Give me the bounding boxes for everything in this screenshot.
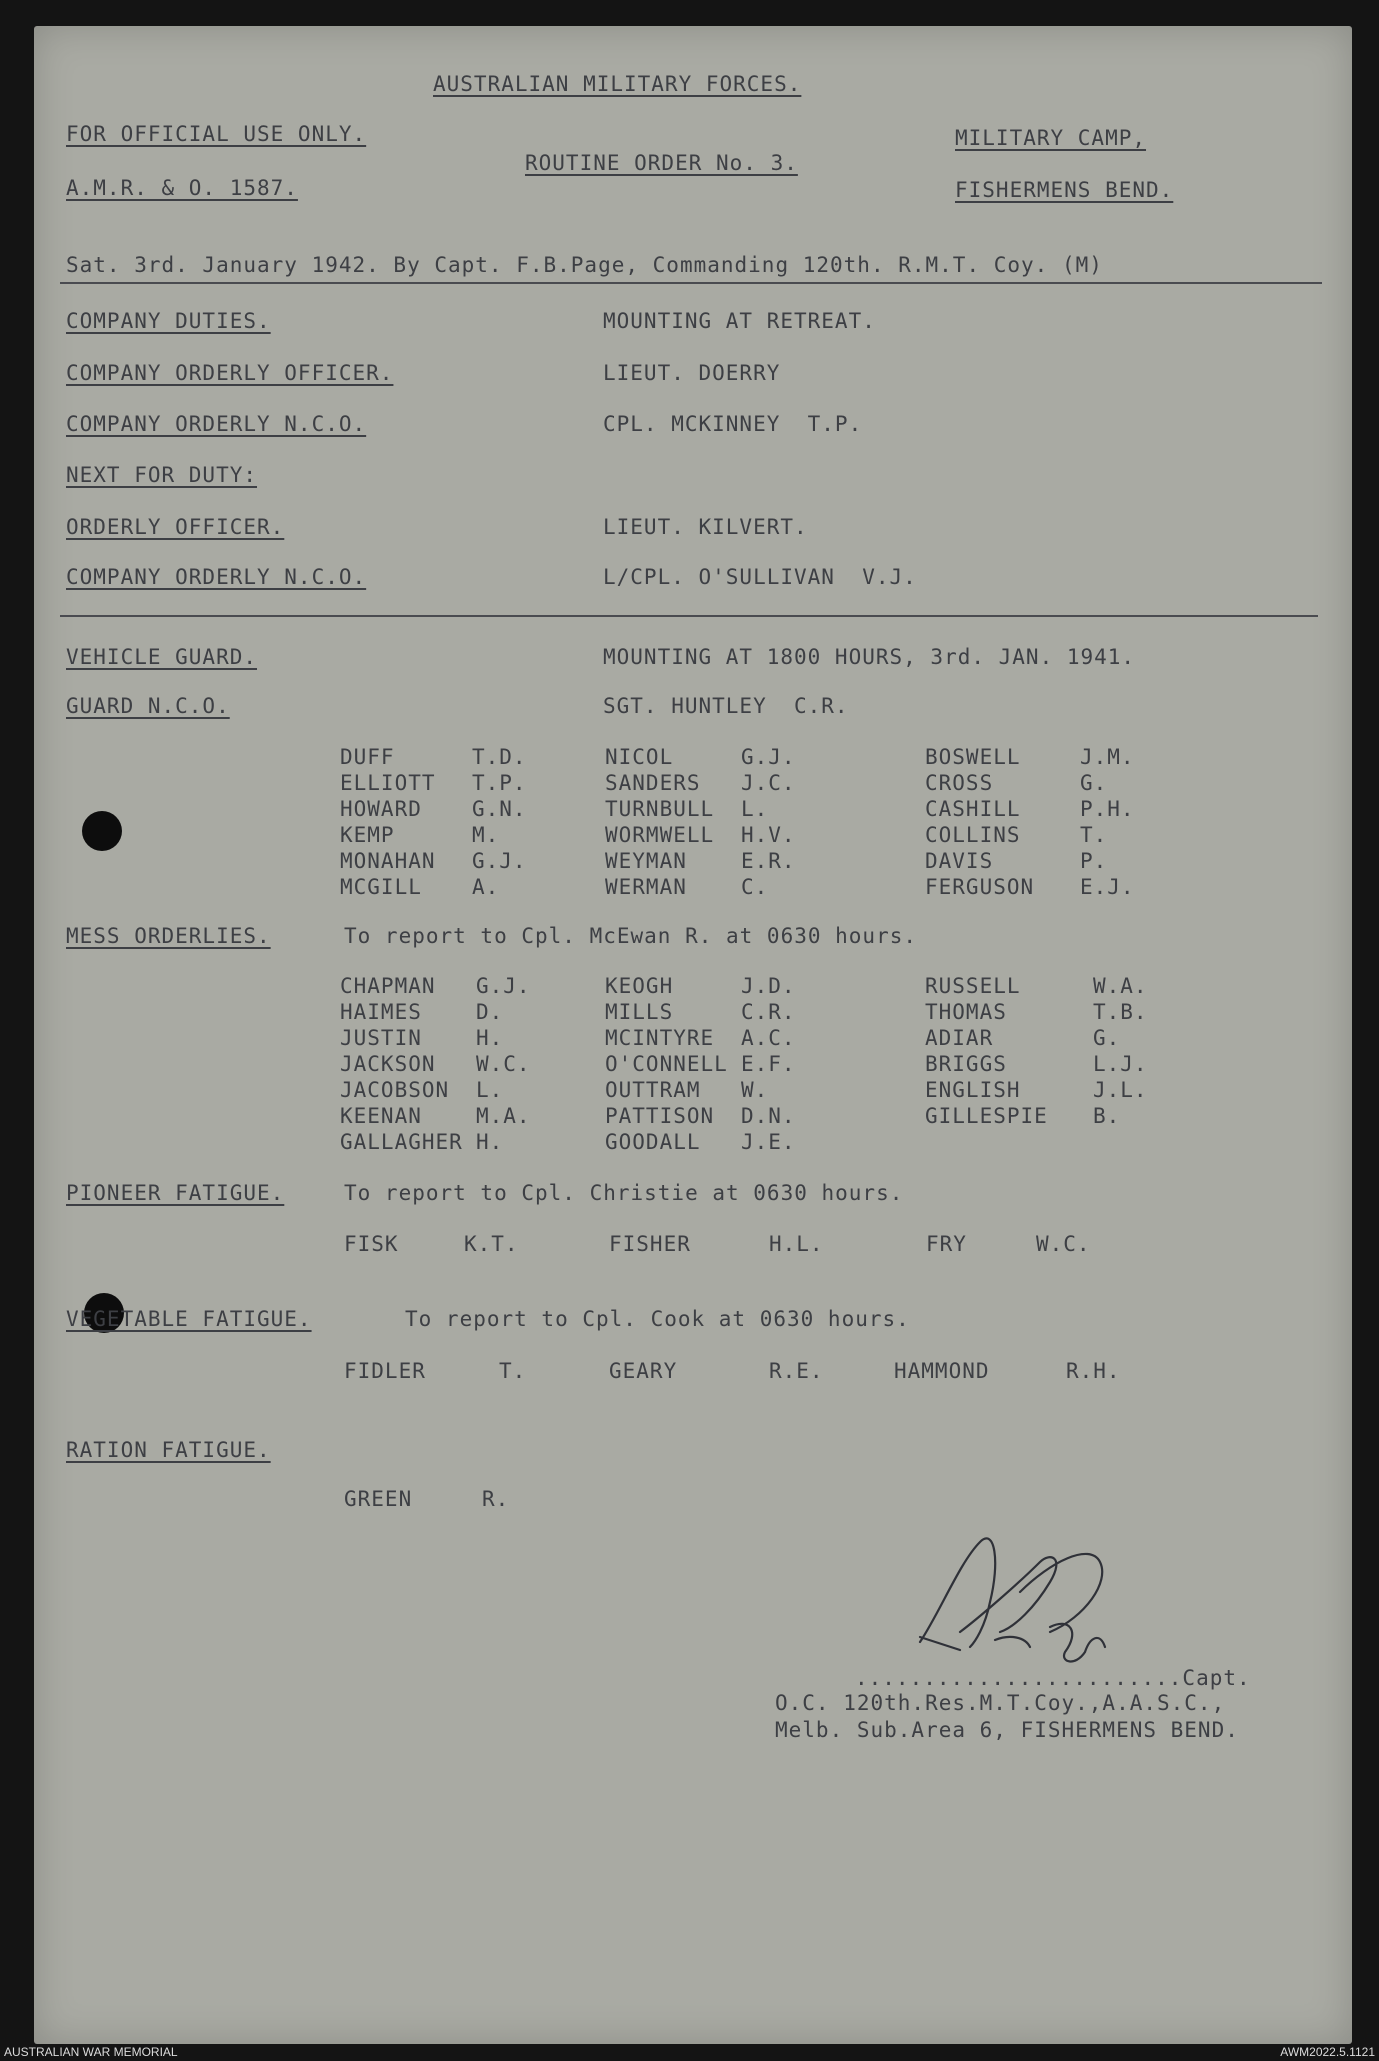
name-row: GOODALL J.E. [605, 1130, 796, 1154]
routine-order-number: ROUTINE ORDER No. 3. [525, 151, 798, 175]
section-label: GUARD N.C.O. [66, 694, 230, 718]
name-row: BOSWELL J.M. [925, 745, 1135, 769]
amr-reference: A.M.R. & O. 1587. [66, 176, 298, 200]
duty-label: NEXT FOR DUTY: [66, 463, 258, 487]
official-use-label: FOR OFFICIAL USE ONLY. [66, 122, 367, 146]
section-instruction: To report to Cpl. McEwan R. at 0630 hours. [344, 924, 918, 948]
duty-value: LIEUT. DOERRY [603, 361, 781, 385]
name-row: THOMAS T.B. [925, 1000, 1148, 1024]
name-row: DAVIS P. [925, 849, 1108, 873]
duty-value: L/CPL. O'SULLIVAN V.J. [603, 565, 917, 589]
mess-column-3 [925, 973, 1148, 1129]
handwritten-signature [900, 1522, 1180, 1682]
name-row: ENGLISH J.L. [925, 1078, 1148, 1102]
name-row: FIDLER T. GEARY R.E. HAMMOND R.H. [344, 1359, 1121, 1383]
divider [60, 615, 1318, 617]
duty-label: COMPANY ORDERLY OFFICER. [66, 361, 394, 385]
guard-column-1 [340, 744, 527, 900]
duty-label: COMPANY ORDERLY N.C.O. [66, 565, 367, 589]
name-row: FERGUSON E.J. [925, 875, 1135, 899]
archive-caption-right: AWM2022.5.1121 [1280, 2045, 1375, 2059]
name-row: JACKSON W.C. [340, 1052, 531, 1076]
section-instruction: To report to Cpl. Christie at 0630 hours. [344, 1181, 904, 1205]
section-label: PIONEER FATIGUE. [66, 1181, 285, 1205]
name-row: TURNBULL L. [605, 797, 769, 821]
section-label: VEHICLE GUARD. [66, 645, 258, 669]
pioneer-names [344, 1231, 1091, 1257]
name-row: CASHILL P.H. [925, 797, 1135, 821]
name-row: ELLIOTT T.P. [340, 771, 527, 795]
name-row: GREEN R. [344, 1487, 510, 1511]
vegetable-names [344, 1358, 1121, 1384]
archive-caption-left: AUSTRALIAN WAR MEMORIAL [4, 2045, 178, 2059]
name-row: RUSSELL W.A. [925, 974, 1148, 998]
date-line: Sat. 3rd. January 1942. By Capt. F.B.Page, Commanding 120th. R.M.T. Coy. (M) [66, 253, 1103, 277]
section-value: MOUNTING AT 1800 HOURS, 3rd. JAN. 1941. [603, 645, 1136, 669]
document-title: AUSTRALIAN MILITARY FORCES. [433, 72, 802, 96]
name-row: WORMWELL H.V. [605, 823, 796, 847]
name-row: JACOBSON L. [340, 1078, 504, 1102]
signature-title: O.C. 120th.Res.M.T.Coy.,A.A.S.C., [775, 1691, 1226, 1715]
name-row: FISK K.T. FISHER H.L. FRY W.C. [344, 1232, 1091, 1256]
punch-hole-upper [82, 811, 122, 851]
name-row: ADIAR G. [925, 1026, 1121, 1050]
duty-value: LIEUT. KILVERT. [603, 515, 808, 539]
camp-location: FISHERMENS BEND. [955, 178, 1174, 202]
duty-value: CPL. MCKINNEY T.P. [603, 412, 863, 436]
name-row: MCINTYRE A.C. [605, 1026, 796, 1050]
divider [60, 282, 1322, 284]
name-row: WEYMAN E.R. [605, 849, 796, 873]
name-row: O'CONNELL E.F. [605, 1052, 796, 1076]
name-row: COLLINS T. [925, 823, 1108, 847]
section-label: RATION FATIGUE. [66, 1438, 271, 1462]
name-row: WERMAN C. [605, 875, 769, 899]
name-row: HOWARD G.N. [340, 797, 527, 821]
signature-line: ........................Capt. [855, 1666, 1251, 1690]
mess-column-2 [605, 973, 796, 1155]
section-label: VEGETABLE FATIGUE. [66, 1307, 312, 1331]
name-row: NICOL G.J. [605, 745, 796, 769]
duty-label: ORDERLY OFFICER. [66, 515, 285, 539]
mess-column-1 [340, 973, 531, 1155]
duty-label: COMPANY ORDERLY N.C.O. [66, 412, 367, 436]
section-value: SGT. HUNTLEY C.R. [603, 694, 849, 718]
name-row: MCGILL A. [340, 875, 500, 899]
section-label: MESS ORDERLIES. [66, 924, 271, 948]
name-row: MILLS C.R. [605, 1000, 796, 1024]
name-row: SANDERS J.C. [605, 771, 796, 795]
name-row: OUTTRAM W. [605, 1078, 769, 1102]
name-row: HAIMES D. [340, 1000, 504, 1024]
name-row: GILLESPIE B. [925, 1104, 1121, 1128]
name-row: GALLAGHER H. [340, 1130, 504, 1154]
name-row: KEENAN M.A. [340, 1104, 531, 1128]
name-row: KEMP M. [340, 823, 500, 847]
name-row: MONAHAN G.J. [340, 849, 527, 873]
name-row: CROSS G. [925, 771, 1108, 795]
duty-label: COMPANY DUTIES. [66, 309, 271, 333]
camp-name: MILITARY CAMP, [955, 126, 1147, 150]
guard-column-2 [605, 744, 796, 900]
ration-names [344, 1486, 509, 1512]
signature-location: Melb. Sub.Area 6, FISHERMENS BEND. [775, 1718, 1239, 1742]
duty-value: MOUNTING AT RETREAT. [603, 309, 876, 333]
name-row: DUFF T.D. [340, 745, 527, 769]
name-row: PATTISON D.N. [605, 1104, 796, 1128]
name-row: CHAPMAN G.J. [340, 974, 531, 998]
guard-column-3 [925, 744, 1135, 900]
section-instruction: To report to Cpl. Cook at 0630 hours. [405, 1307, 910, 1331]
name-row: KEOGH J.D. [605, 974, 796, 998]
name-row: BRIGGS L.J. [925, 1052, 1148, 1076]
name-row: JUSTIN H. [340, 1026, 504, 1050]
